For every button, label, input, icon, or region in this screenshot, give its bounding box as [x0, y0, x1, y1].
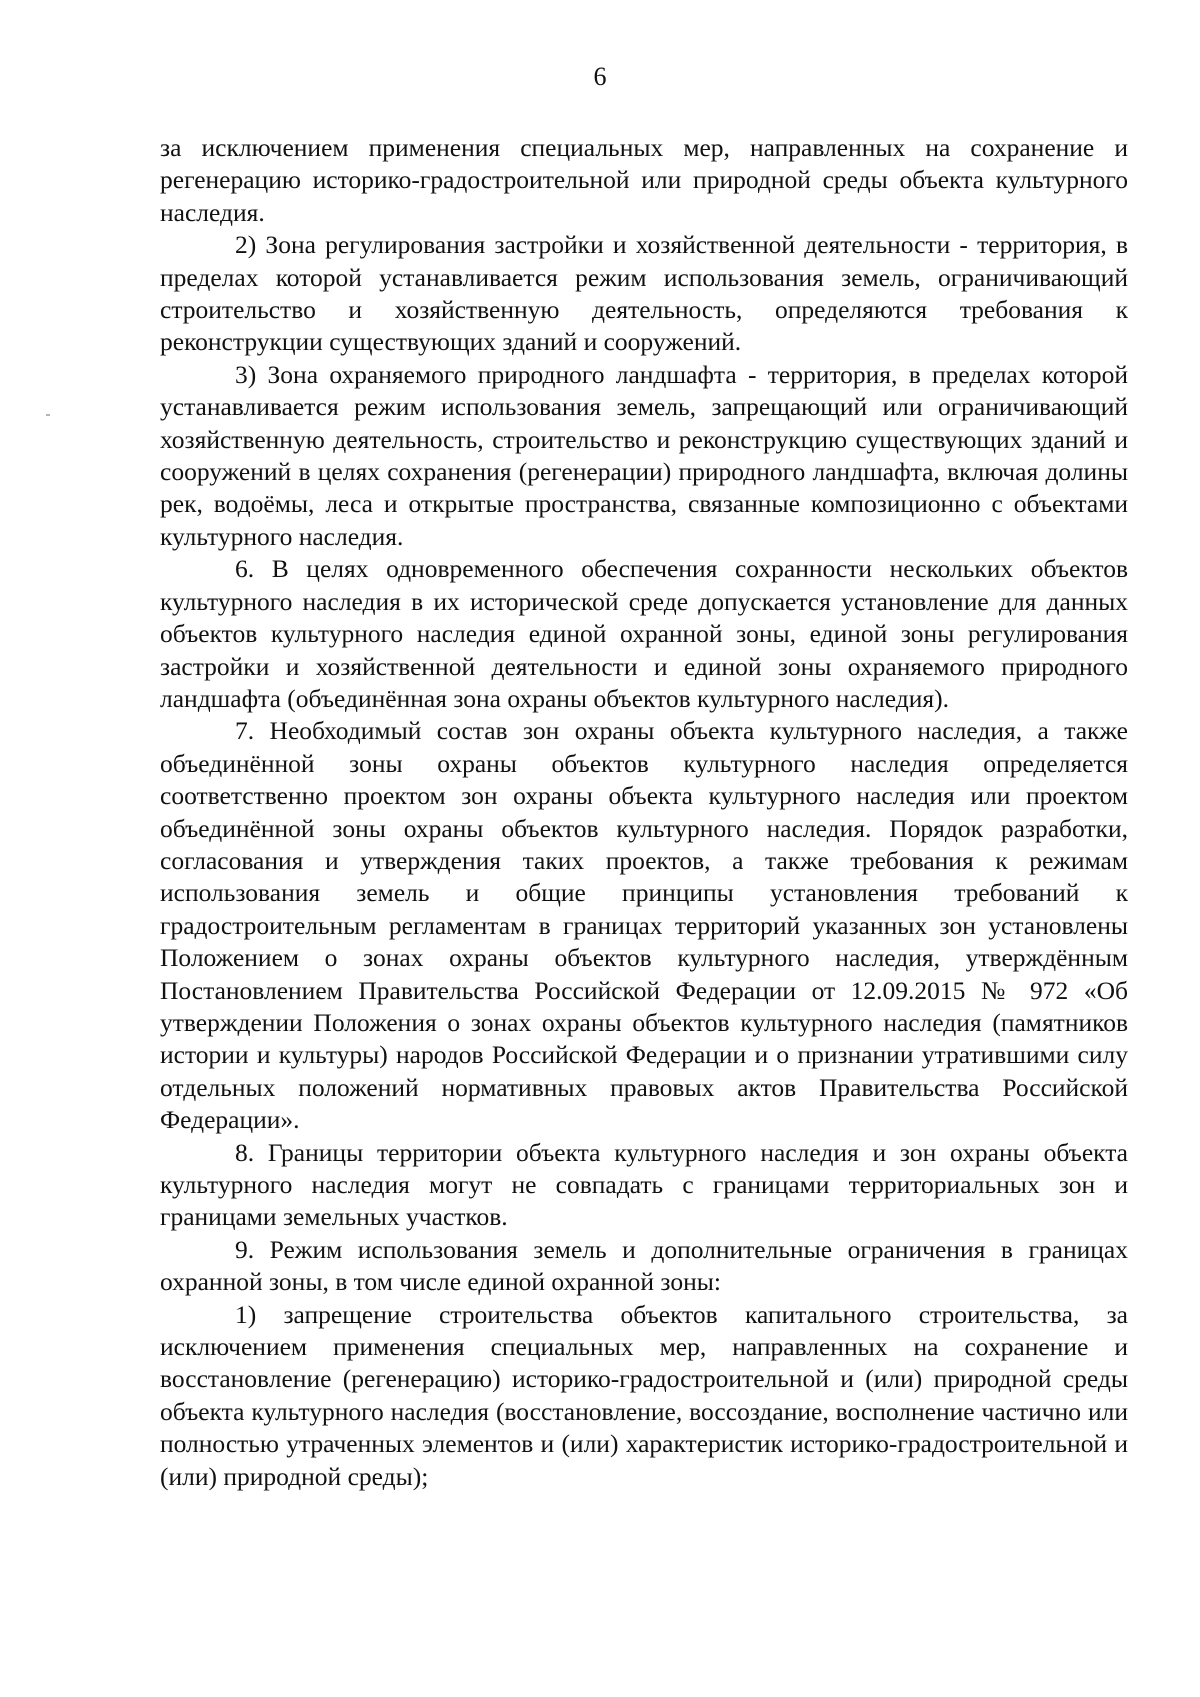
- paragraph-section-6: 6. В целях одновременного обеспечения сохранности нескольких объектов культурного наследия в их исторической среде допускается установление для данных объектов культурного наследия единой охранной зоны, единой зоны регулирования застройки и хозяйственной деятельности и единой зоны охраняемого природного ландшафта (объединённая зона охраны объектов культурного наследия).: [160, 554, 1128, 713]
- paragraph-section-9: 9. Режим использования земель и дополнительные ограничения в границах охранной зоны, в том числе единой охранной зоны:: [160, 1234, 1128, 1297]
- paragraph-section-9-item-1: 1) запрещение строительства объектов капитального строительства, за исключением применения специальных мер, направленных на сохранение и восстановление (регенерацию) историко-градостроительной и (или) природной среды объекта культурного наследия (восстановление, воссоздание, восполнение частично или полностью утраченных элементов и (или) характеристик историко-градостроительной и (или) природной среды);: [160, 1299, 1128, 1491]
- scan-mark: [46, 414, 50, 416]
- paragraph-item-2-regulation-zone: 2) Зона регулирования застройки и хозяйственной деятельности - территория, в пределах которой устанавливается режим использования земель, ограничивающий строительство и хозяйственную деятельность, определяются требования к реконструкции существующих зданий и сооружений.: [160, 230, 1128, 357]
- paragraph-section-7: 7. Необходимый состав зон охраны объекта культурного наследия, а также объединённой зоны охраны объектов культурного наследия определяется соответственно проектом зон охраны объекта культурного наследия или проектом объединённой зоны охраны объектов культурного наследия. Порядок разработки, согласования и утверждения таких проектов, а также требования к режимам использования земель и общие принципы установления требований к градостроительным регламентам в границах территорий указанных зон установлены Положением о зонах охраны объектов культурного наследия, утверждённым Постановлением Правительства Российской Федерации от 12.09.2015 № 972 «Об утверждении Положения о зонах охраны объектов культурного наследия (памятников истории и культуры) народов Российской Федерации и о признании утратившими силу отдельных положений нормативных правовых актов Правительства Российской Федерации».: [160, 716, 1128, 1135]
- document-body: [160, 132, 1128, 1493]
- page-number: 6: [593, 62, 607, 91]
- paragraph-item-3-landscape-zone: 3) Зона охраняемого природного ландшафта - территория, в пределах которой устанавливается режим использования земель, запрещающий или ограничивающий хозяйственную деятельность, строительство и реконструкцию существующих зданий и сооружений в целях сохранения (регенерации) природного ландшафта, включая долины рек, водоёмы, леса и открытые пространства, связанные композиционно с объектами культурного наследия.: [160, 359, 1128, 551]
- paragraph-section-8: 8. Границы территории объекта культурного наследия и зон охраны объекта культурного наследия могут не совпадать с границами территориальных зон и границами земельных участков.: [160, 1137, 1128, 1232]
- paragraph-continuation: за исключением применения специальных мер, направленных на сохранение и регенерацию историко-градостроительной или природной среды объекта культурного наследия.: [160, 133, 1128, 227]
